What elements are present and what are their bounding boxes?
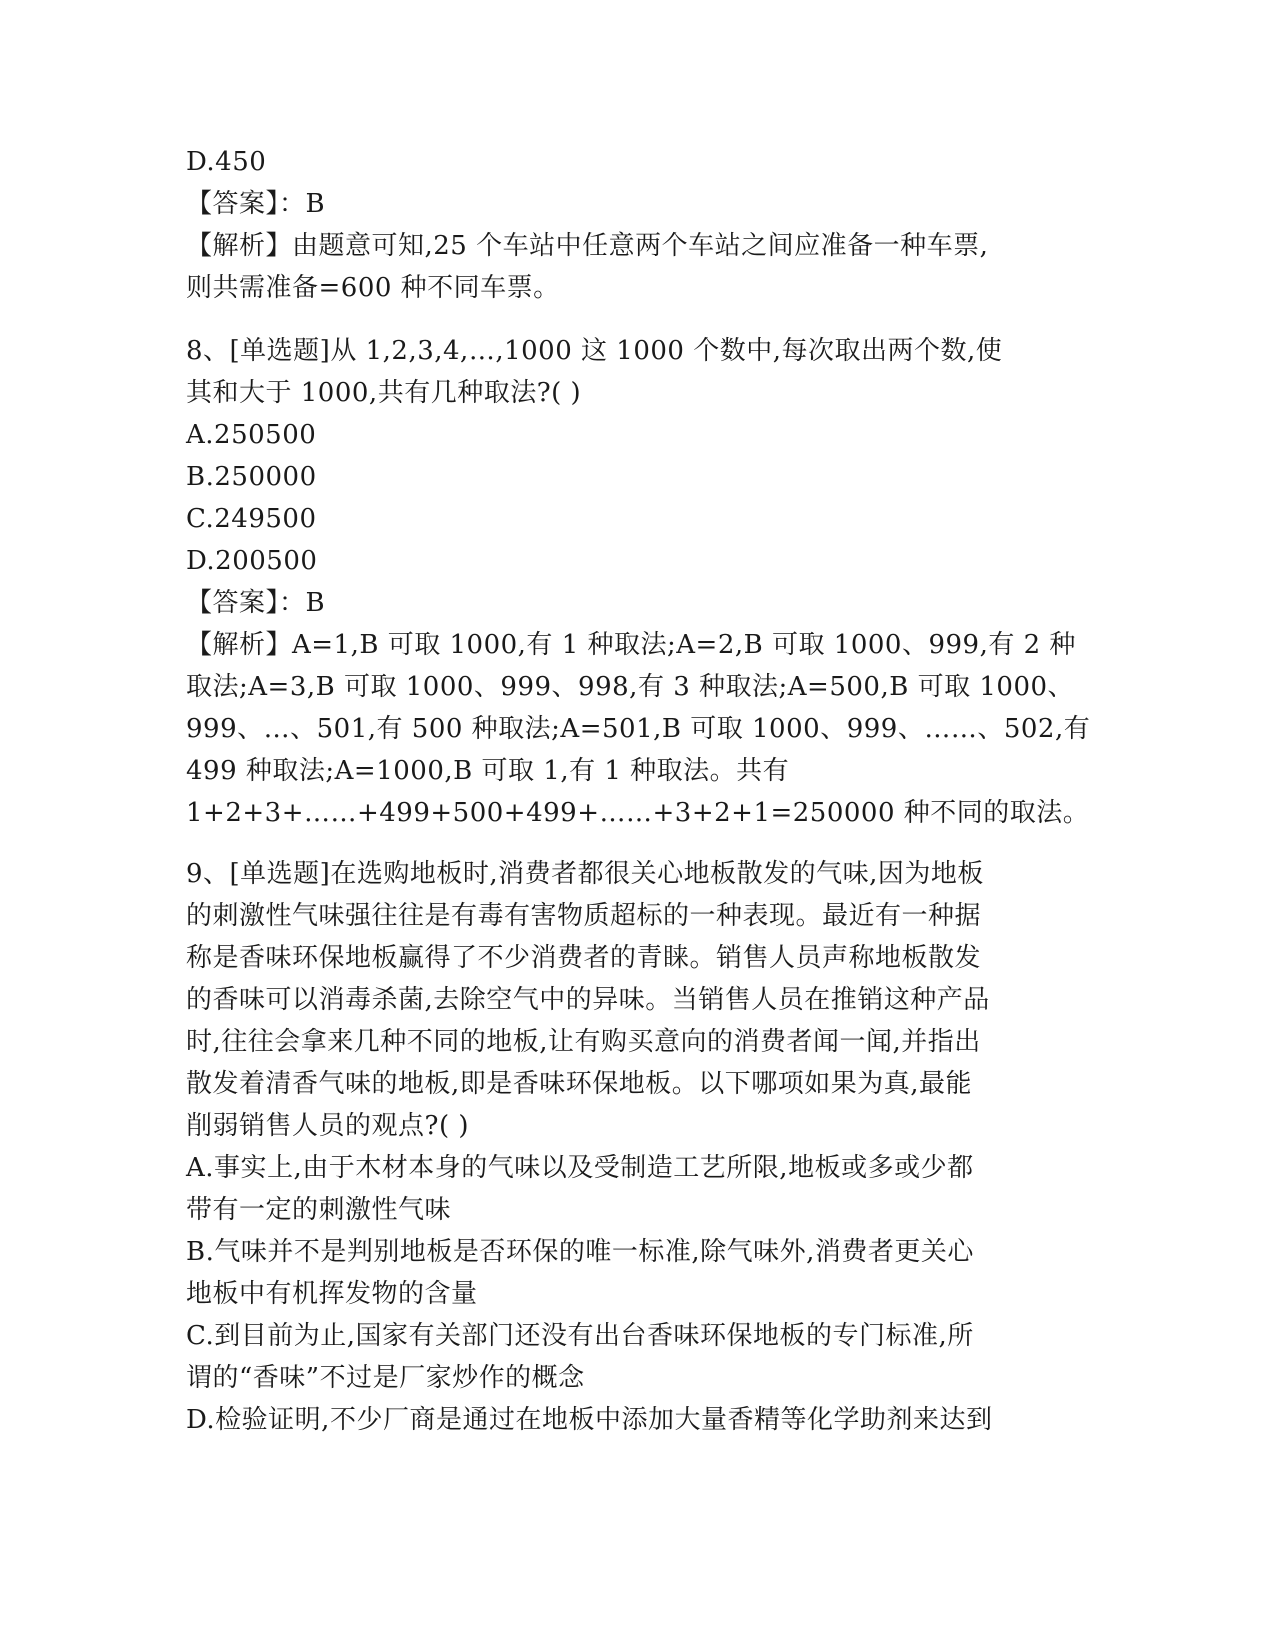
q8-analysis-line-3: 999、…、501,有 500 种取法;A=501,B 可取 1000、999、……、502,有 bbox=[186, 714, 1091, 744]
q9-option-a-line-2: 带有一定的刺激性气味 bbox=[186, 1195, 452, 1225]
q7-option-d: D.450 bbox=[186, 147, 267, 177]
q9-option-c-line-2: 谓的“香味”不过是厂家炒作的概念 bbox=[186, 1363, 585, 1393]
q9-option-d-line-1: D.检验证明,不少厂商是通过在地板中添加大量香精等化学助剂来达到 bbox=[186, 1405, 993, 1435]
q8-analysis-line-5: 1+2+3+……+499+500+499+……+3+2+1=250000 种不同的取法。 bbox=[186, 798, 1090, 828]
q9-stem-line-3: 称是香味环保地板赢得了不少消费者的青睐。销售人员声称地板散发 bbox=[186, 943, 982, 973]
q9-option-b-line-1: B.气味并不是判别地板是否环保的唯一标准,除气味外,消费者更关心 bbox=[186, 1237, 974, 1267]
q9-stem-line-2: 的刺激性气味强往往是有毒有害物质超标的一种表现。最近有一种据 bbox=[186, 901, 982, 931]
q9-option-c-line-1: C.到目前为止,国家有关部门还没有出台香味环保地板的专门标准,所 bbox=[186, 1321, 974, 1351]
q8-analysis-line-4: 499 种取法;A=1000,B 可取 1,有 1 种取法。共有 bbox=[186, 756, 790, 786]
q8-stem-line-1: 8、[单选题]从 1,2,3,4,…,1000 这 1000 个数中,每次取出两个数,使 bbox=[186, 336, 1003, 366]
q7-analysis-line-2: 则共需准备=600 种不同车票。 bbox=[186, 273, 560, 303]
q8-option-c: C.249500 bbox=[186, 504, 317, 534]
q9-stem-line-6: 散发着清香气味的地板,即是香味环保地板。以下哪项如果为真,最能 bbox=[186, 1069, 973, 1099]
q9-stem-line-4: 的香味可以消毒杀菌,去除空气中的异味。当销售人员在推销这种产品 bbox=[186, 985, 990, 1015]
q8-answer: 【答案】：B bbox=[186, 588, 326, 618]
q9-stem-line-7: 削弱销售人员的观点?( ) bbox=[186, 1111, 469, 1141]
q9-stem-line-5: 时,往往会拿来几种不同的地板,让有购买意向的消费者闻一闻,并指出 bbox=[186, 1027, 981, 1057]
q7-answer: 【答案】：B bbox=[186, 189, 326, 219]
q9-stem-line-1: 9、[单选题]在选购地板时,消费者都很关心地板散发的气味,因为地板 bbox=[186, 859, 984, 889]
q7-analysis-line-1: 【解析】由题意可知,25 个车站中任意两个车站之间应准备一种车票, bbox=[186, 231, 989, 261]
q8-analysis-line-1: 【解析】A=1,B 可取 1000,有 1 种取法;A=2,B 可取 1000、999,有 2 种 bbox=[186, 630, 1076, 660]
q8-stem-line-2: 其和大于 1000,共有几种取法?( ) bbox=[186, 378, 582, 408]
q8-option-b: B.250000 bbox=[186, 462, 317, 492]
q8-analysis-line-2: 取法;A=3,B 可取 1000、999、998,有 3 种取法;A=500,B 可取 1000、 bbox=[186, 672, 1075, 702]
q8-option-a: A.250500 bbox=[186, 420, 317, 450]
q8-option-d: D.200500 bbox=[186, 546, 318, 576]
q9-option-b-line-2: 地板中有机挥发物的含量 bbox=[186, 1279, 478, 1309]
q9-option-a-line-1: A.事实上,由于木材本身的气味以及受制造工艺所限,地板或多或少都 bbox=[186, 1153, 974, 1183]
